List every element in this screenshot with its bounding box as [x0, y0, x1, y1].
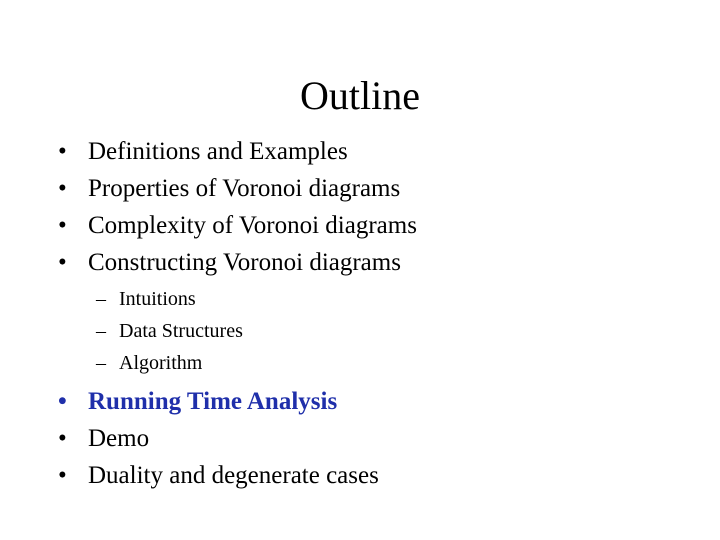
- sub-item-data-structures: [58, 315, 698, 347]
- sub-item-algorithm: [58, 347, 698, 379]
- slide-title: [0, 70, 720, 122]
- dash-glyph: –: [96, 320, 106, 342]
- outline-remaining-items: [58, 383, 698, 494]
- list-item-label: Definitions and Examples: [88, 138, 348, 165]
- dash-glyph: –: [96, 352, 106, 374]
- sub-item-label: Intuitions: [119, 288, 196, 310]
- bullet-glyph: •: [58, 249, 67, 276]
- list-item-label: Demo: [88, 425, 150, 452]
- dash-glyph: –: [96, 288, 106, 310]
- outline-main-items: [58, 133, 698, 281]
- bullet-glyph: •: [58, 388, 67, 415]
- bullet-glyph: •: [58, 138, 67, 165]
- bullet-glyph: •: [58, 425, 67, 452]
- bullet-glyph: •: [58, 212, 67, 239]
- list-item-label: Constructing Voronoi diagrams: [88, 249, 401, 276]
- list-item-label: Properties of Voronoi diagrams: [88, 175, 401, 202]
- sub-item-intuitions: [58, 283, 698, 315]
- list-item-definitions: [58, 133, 698, 170]
- bullet-glyph: •: [58, 462, 67, 489]
- slide-title-text: Outline: [300, 73, 420, 118]
- list-item-running-time: [58, 383, 698, 420]
- list-item-demo: [58, 420, 698, 457]
- sub-item-label: Data Structures: [119, 320, 243, 342]
- outline-list: [58, 133, 698, 494]
- sub-item-label: Algorithm: [119, 352, 203, 374]
- list-item-complexity: [58, 207, 698, 244]
- outline-sub-items: [58, 283, 698, 379]
- list-item-label-highlighted: Running Time Analysis: [88, 388, 338, 415]
- list-item-duality: [58, 457, 698, 494]
- list-item-label: Duality and degenerate cases: [88, 462, 379, 489]
- list-item-constructing: [58, 244, 698, 281]
- list-item-label: Complexity of Voronoi diagrams: [88, 212, 417, 239]
- list-item-properties: [58, 170, 698, 207]
- bullet-glyph: •: [58, 175, 67, 202]
